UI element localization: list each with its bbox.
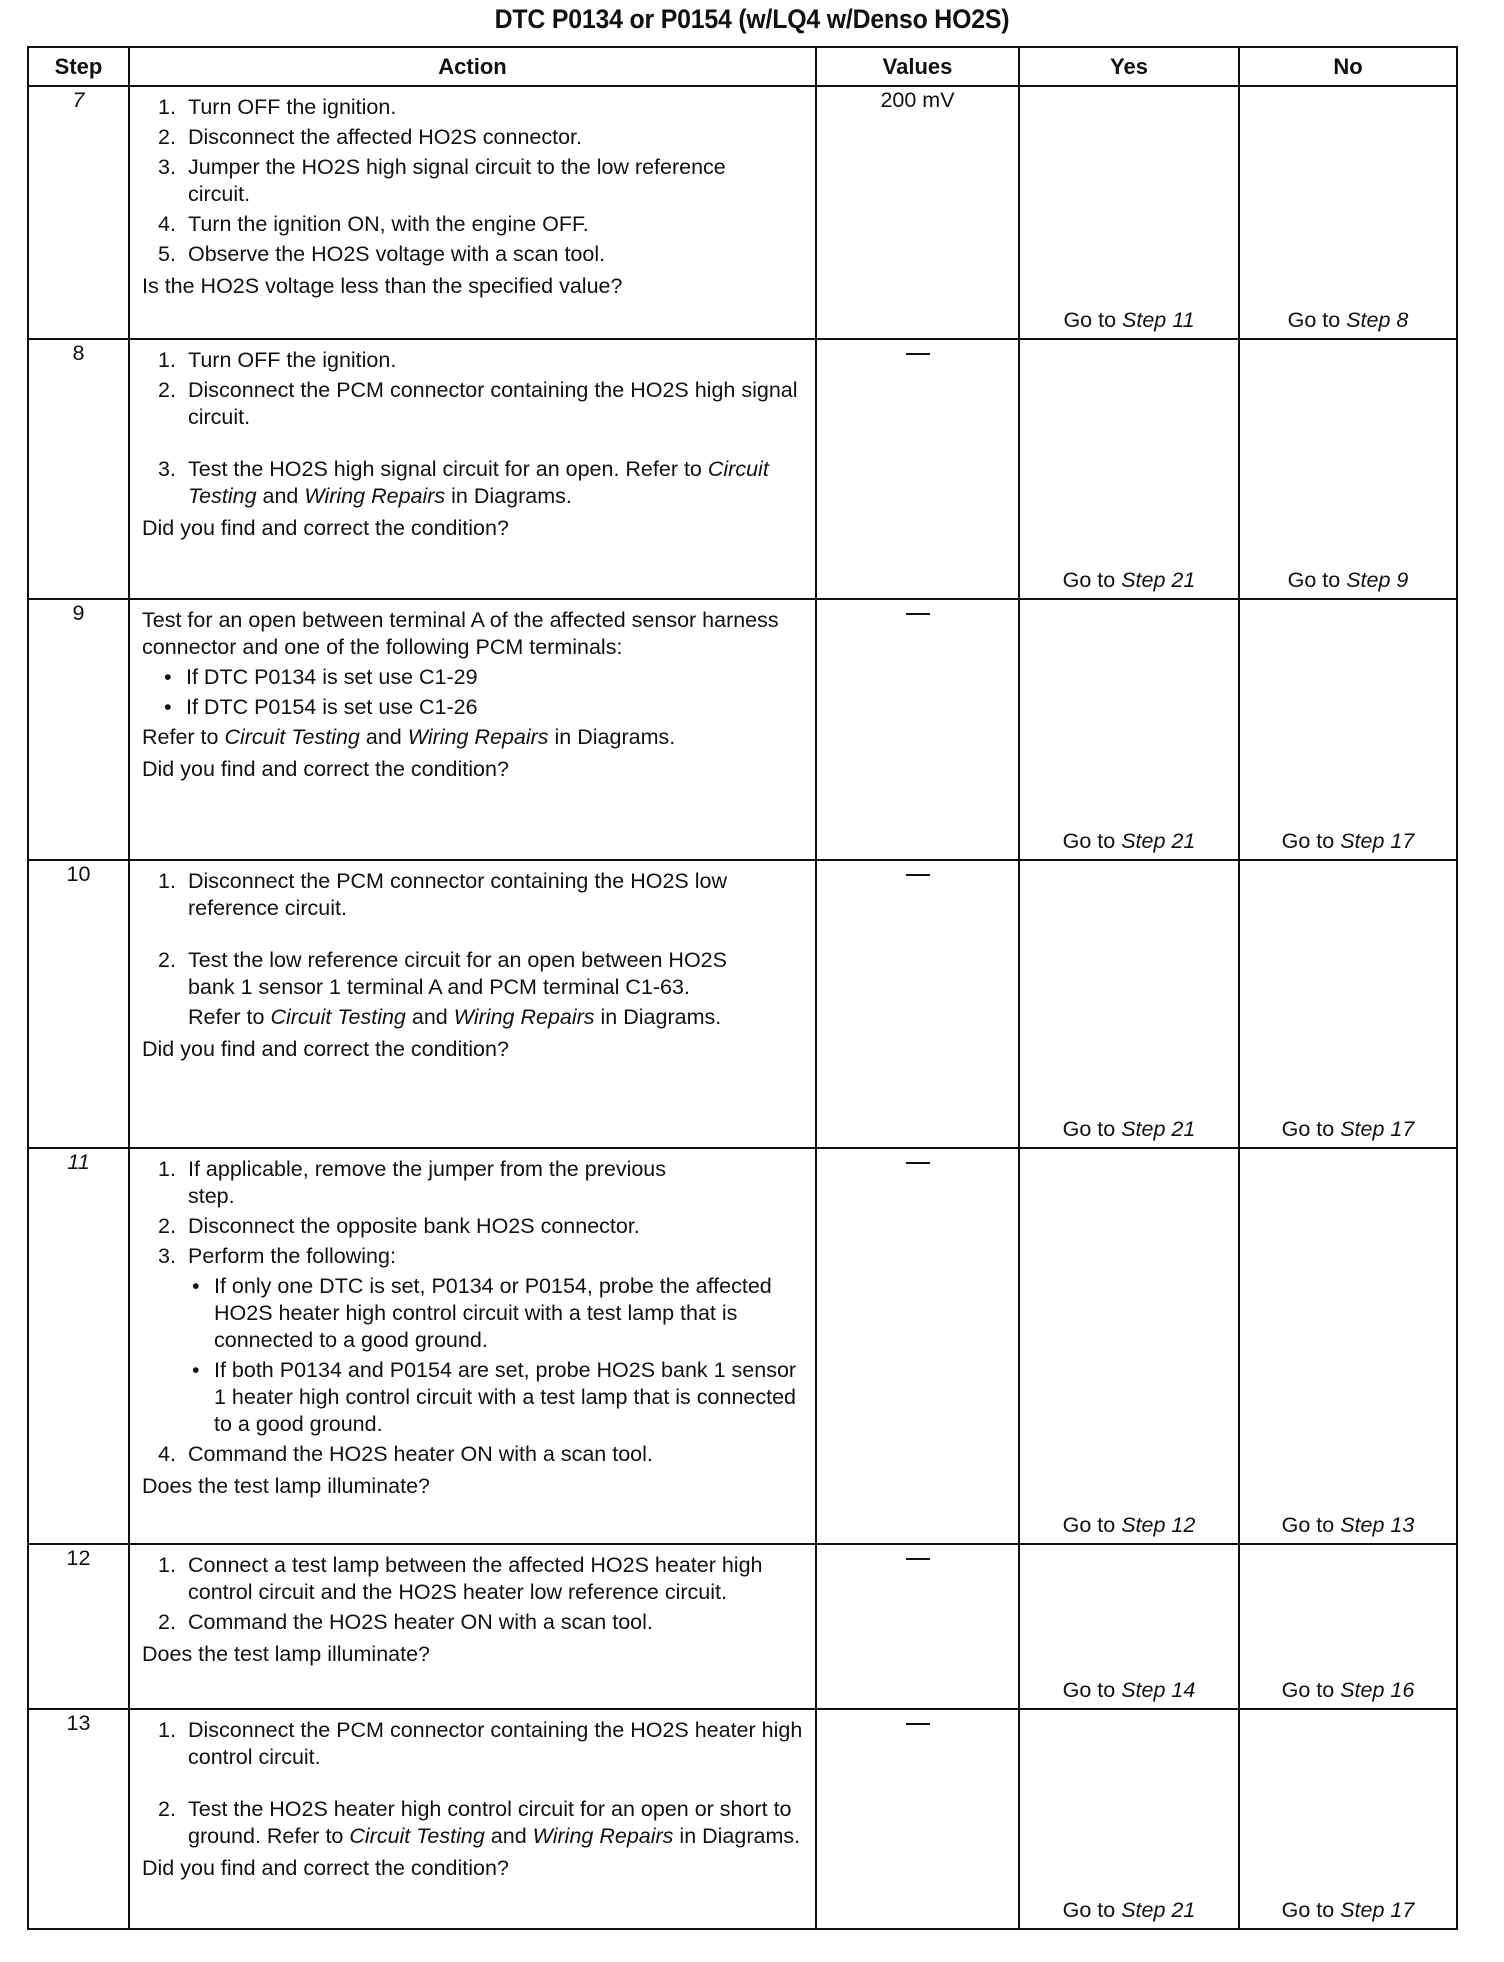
- list-item: 2. Disconnect the affected HO2S connector.: [158, 125, 583, 149]
- action-cell: [129, 1544, 816, 1709]
- table-row: [28, 86, 1457, 339]
- action-cell: [129, 86, 816, 339]
- yes-cell: [1019, 1544, 1239, 1709]
- yes-cell: [1019, 86, 1239, 339]
- list-item: 1. Turn OFF the ignition.: [158, 348, 397, 372]
- header-action: Action: [129, 47, 816, 86]
- goto-no-link[interactable]: Go to Step 9: [1287, 568, 1409, 592]
- no-cell: [1239, 1148, 1457, 1544]
- list-item: 1. Disconnect the PCM connector containing the HO2S heater high control circuit.: [158, 1718, 803, 1769]
- no-value-dash: [906, 1162, 930, 1164]
- list-item: • If both P0134 and P0154 are set, probe HO2S bank 1 sensor 1 heater high control circuit with a test lamp that is connected to a good ground.: [192, 1358, 797, 1436]
- list-item: • If DTC P0134 is set use C1-29: [164, 665, 478, 689]
- no-cell: [1239, 1709, 1457, 1929]
- list-item: 2. Test the HO2S heater high control circuit for an open or short to ground. Refer to Circuit Testing and Wiring Repairs in Diagrams.: [158, 1797, 801, 1848]
- no-value-dash: [906, 613, 930, 615]
- step-question: Did you find and correct the condition?: [142, 516, 509, 540]
- action-cell: [129, 1148, 816, 1544]
- list-item: 1. Connect a test lamp between the affected HO2S heater high control circuit and the HO2S heater low reference circuit.: [158, 1553, 763, 1604]
- table-row: [28, 1148, 1457, 1544]
- diagnostic-table: [27, 46, 1458, 1930]
- list-item: 1. Disconnect the PCM connector containing the HO2S low reference circuit.: [158, 869, 727, 920]
- list-item: 5. Observe the HO2S voltage with a scan tool.: [158, 242, 606, 266]
- list-item: 2. Test the low reference circuit for an open between HO2S bank 1 sensor 1 terminal A and PCM terminal C1-63.: [158, 948, 727, 999]
- page-title: DTC P0134 or P0154 (w/LQ4 w/Denso HO2S): [494, 4, 1010, 34]
- step-number: 9: [28, 599, 129, 860]
- step-number: 13: [28, 1709, 129, 1929]
- step-number: 10: [28, 860, 129, 1148]
- no-value-dash: [906, 1558, 930, 1560]
- reference-note: Refer to Circuit Testing and Wiring Repairs in Diagrams.: [142, 725, 676, 749]
- value-cell: [816, 860, 1019, 1148]
- no-cell: [1239, 860, 1457, 1148]
- action-cell: [129, 1709, 816, 1929]
- no-value-dash: [906, 1723, 930, 1725]
- yes-cell: [1019, 339, 1239, 599]
- yes-cell: [1019, 1709, 1239, 1929]
- list-item: 3. Perform the following:: [158, 1244, 396, 1268]
- list-item: 4. Turn the ignition ON, with the engine OFF.: [158, 212, 589, 236]
- header-step: Step: [28, 47, 129, 86]
- list-item: • If only one DTC is set, P0134 or P0154, probe the affected HO2S heater high control circuit with a test lamp that is connected to a good ground.: [192, 1274, 772, 1352]
- step-question: Did you find and correct the condition?: [142, 757, 509, 781]
- list-item: 3. Jumper the HO2S high signal circuit to the low reference circuit.: [158, 155, 726, 206]
- reference-note: Refer to Circuit Testing and Wiring Repairs in Diagrams.: [188, 1005, 722, 1029]
- header-values: Values: [816, 47, 1019, 86]
- goto-no-link[interactable]: Go to Step 17: [1281, 1117, 1415, 1141]
- yes-cell: [1019, 1148, 1239, 1544]
- value-cell: [816, 1544, 1019, 1709]
- table-row: [28, 599, 1457, 860]
- step-question: Does the test lamp illuminate?: [142, 1642, 431, 1666]
- table-row: [28, 1709, 1457, 1929]
- goto-yes-link[interactable]: Go to Step 12: [1062, 1513, 1196, 1537]
- goto-no-link[interactable]: Go to Step 17: [1281, 829, 1415, 853]
- table-row: [28, 1544, 1457, 1709]
- goto-yes-link[interactable]: Go to Step 21: [1062, 568, 1196, 592]
- goto-yes-link[interactable]: Go to Step 21: [1062, 1898, 1196, 1922]
- value-cell: [816, 1148, 1019, 1544]
- step-number: 12: [28, 1544, 129, 1709]
- table-header-row: [28, 47, 1457, 86]
- no-cell: [1239, 1544, 1457, 1709]
- no-cell: [1239, 339, 1457, 599]
- goto-no-link[interactable]: Go to Step 17: [1281, 1898, 1415, 1922]
- table-row: [28, 339, 1457, 599]
- table-row: [28, 860, 1457, 1148]
- yes-cell: [1019, 599, 1239, 860]
- step-question: Did you find and correct the condition?: [142, 1037, 509, 1061]
- step-number: 7: [28, 86, 129, 339]
- no-value-dash: [906, 353, 930, 355]
- header-yes: Yes: [1019, 47, 1239, 86]
- list-item: 2. Command the HO2S heater ON with a scan tool.: [158, 1610, 653, 1634]
- step-number: 11: [28, 1148, 129, 1544]
- yes-cell: [1019, 860, 1239, 1148]
- goto-yes-link[interactable]: Go to Step 21: [1062, 1117, 1196, 1141]
- header-no: No: [1239, 47, 1457, 86]
- action-cell: [129, 339, 816, 599]
- list-item: 3. Test the HO2S high signal circuit for an open. Refer to Circuit Testing and Wiring Repairs in Diagrams.: [158, 457, 769, 508]
- list-item: 2. Disconnect the PCM connector containing the HO2S high signal circuit.: [158, 378, 798, 429]
- list-item: 1. If applicable, remove the jumper from the previous step.: [158, 1157, 667, 1208]
- value-cell: [816, 1709, 1019, 1929]
- goto-yes-link[interactable]: Go to Step 21: [1062, 829, 1196, 853]
- goto-no-link[interactable]: Go to Step 16: [1281, 1678, 1415, 1702]
- value-cell: [816, 599, 1019, 860]
- step-question: Does the test lamp illuminate?: [142, 1474, 431, 1498]
- value-cell: 200 mV: [816, 86, 1019, 339]
- list-item: 1. Turn OFF the ignition.: [158, 95, 397, 119]
- goto-yes-link[interactable]: Go to Step 14: [1062, 1678, 1196, 1702]
- goto-no-link[interactable]: Go to Step 8: [1287, 308, 1409, 332]
- step-number: 8: [28, 339, 129, 599]
- goto-yes-link[interactable]: Go to Step 11: [1063, 308, 1195, 332]
- list-item: • If DTC P0154 is set use C1-26: [164, 695, 478, 719]
- step-intro: Test for an open between terminal A of the affected sensor harness connector and one of the following PCM terminals:: [142, 608, 779, 659]
- no-cell: [1239, 86, 1457, 339]
- action-cell: [129, 860, 816, 1148]
- value-cell: [816, 339, 1019, 599]
- list-item: 2. Disconnect the opposite bank HO2S connector.: [158, 1214, 640, 1238]
- list-item: 4. Command the HO2S heater ON with a scan tool.: [158, 1442, 653, 1466]
- goto-no-link[interactable]: Go to Step 13: [1281, 1513, 1415, 1537]
- no-value-dash: [906, 874, 930, 876]
- step-question: Did you find and correct the condition?: [142, 1856, 509, 1880]
- no-cell: [1239, 599, 1457, 860]
- action-cell: [129, 599, 816, 860]
- step-question: Is the HO2S voltage less than the specified value?: [142, 274, 623, 298]
